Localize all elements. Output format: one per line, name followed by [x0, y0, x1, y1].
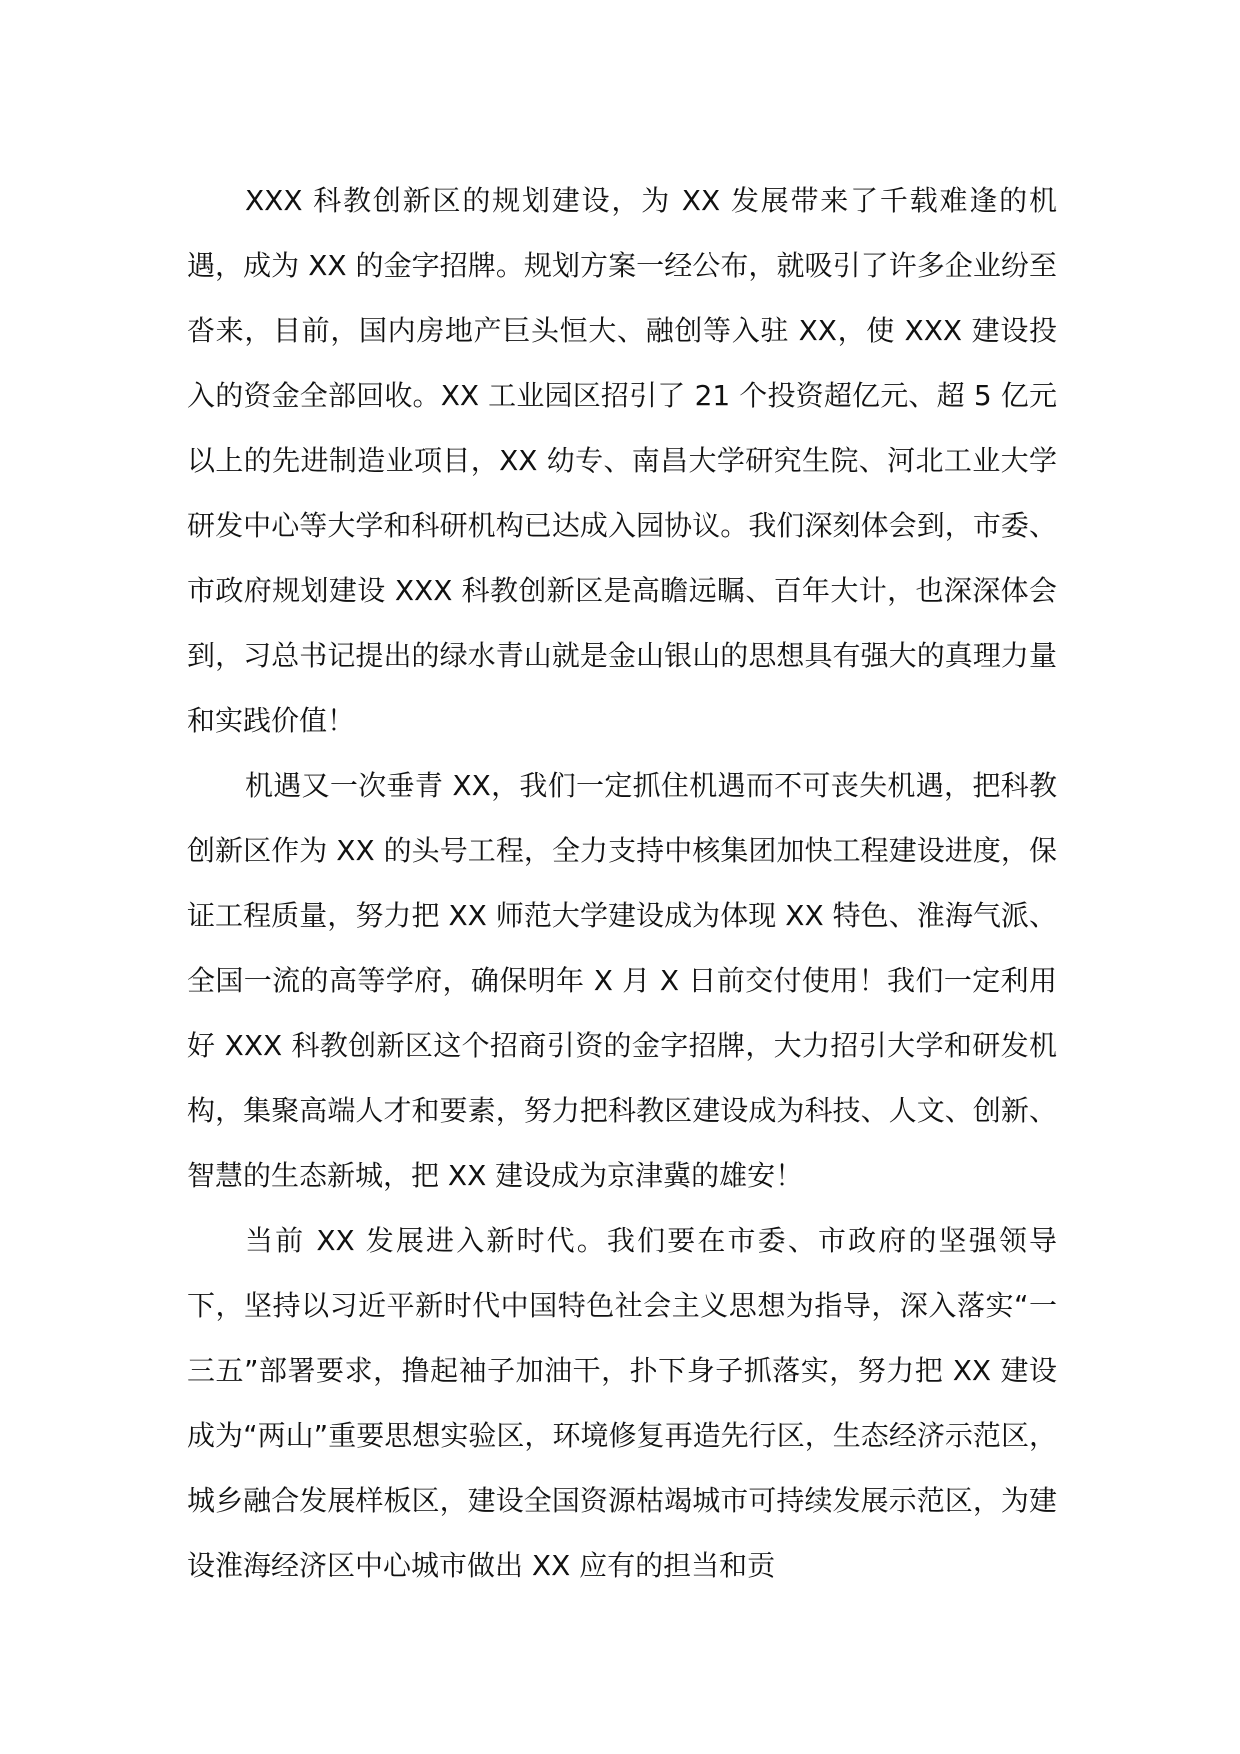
document-body — [187, 168, 1057, 1598]
paragraph-2: 机遇又一次垂青 XX，我们一定抓住机遇而不可丧失机遇，把科教创新区作为 XX 的头号工程，全力支持中核集团加快工程建设进度，保证工程质量，努力把 XX 师范大学建设成为体现 XX 特色、淮海气派、全国一流的高等学府，确保明年 X 月 X 日前交付使用！我们一定利用好 XXX 科教创新区这个招商引资的金字招牌，大力招引大学和研发机构，集聚高端人才和要素，努力把科教区建设成为科技、人文、创新、智慧的生态新城，把 XX 建设成为京津冀的雄安！ — [187, 769, 1057, 1192]
paragraph-1: XXX 科教创新区的规划建设，为 XX 发展带来了千载难逢的机遇，成为 XX 的金字招牌。规划方案一经公布，就吸引了许多企业纷至沓来，目前，国内房地产巨头恒大、融创等入驻 XX，使 XXX 建设投入的资金全部回收。XX 工业园区招引了 21 个投资超亿元、超 5 亿元以上的先进制造业项目，XX 幼专、南昌大学研究生院、河北工业大学研发中心等大学和科研机构已达成入园协议。我们深刻体会到，市委、市政府规划建设 XXX 科教创新区是高瞻远瞩、百年大计，也深深体会到，习总书记提出的绿水青山就是金山银山的思想具有强大的真理力量和实践价值！ — [187, 184, 1057, 737]
paragraph-3: 当前 XX 发展进入新时代。我们要在市委、市政府的坚强领导下，坚持以习近平新时代中国特色社会主义思想为指导，深入落实“一三五”部署要求，撸起袖子加油干，扑下身子抓落实，努力把 XX 建设成为“两山”重要思想实验区，环境修复再造先行区，生态经济示范区，城乡融合发展样板区，建设全国资源枯竭城市可持续发展示范区，为建设淮海经济区中心城市做出 XX 应有的担当和贡 — [187, 1224, 1057, 1582]
